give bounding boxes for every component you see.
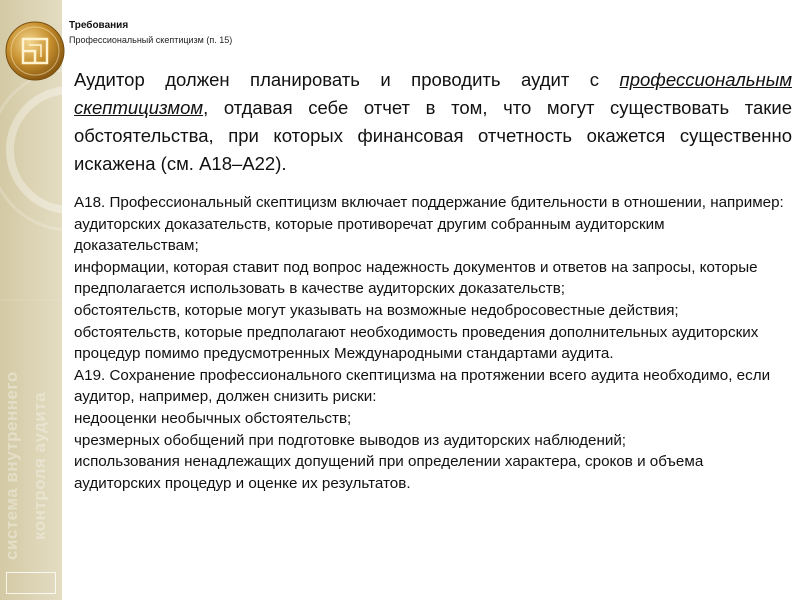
- lead-text-after: , отдавая себе отчет в том, что могут существовать такие обстоятельства, при которых финансовая отчетность окажется существенно искажена (см. A18–A22).: [74, 97, 792, 174]
- list-item: информации, которая ставит под вопрос надежность документов и ответов на запросы, которые предполагается использовать в качестве аудиторских доказательств;: [74, 258, 758, 298]
- company-logo-icon: [4, 20, 66, 82]
- header-subtitle: Профессиональный скептицизм (п. 15): [69, 35, 233, 45]
- paragraph-a18-intro: A18. Профессиональный скептицизм включает поддержание бдительности в отношении, например:: [74, 194, 784, 211]
- list-item: использования ненадлежащих допущений при определении характера, сроков и объема аудиторских процедур и оценке их результатов.: [74, 453, 704, 492]
- lead-paragraph: [74, 66, 792, 178]
- requirements-text: [74, 192, 790, 494]
- list-item: обстоятельств, которые предполагают необходимость проведения дополнительных аудиторских процедур помимо предусмотренных Международными стандартами аудита.: [74, 323, 759, 363]
- list-item: чрезмерных обобщений при подготовке выводов из аудиторских наблюдений;: [74, 431, 627, 449]
- sidebar-decoration: [0, 0, 62, 600]
- list-item: обстоятельств, которые могут указывать на возможные недобросовестные действия;: [74, 301, 679, 319]
- paragraph-a19-intro: A19. Сохранение профессионального скептицизма на протяжении всего аудита необходимо, если аудитор, например, должен снизить риски:: [74, 366, 771, 406]
- list-item: недооценки необычных обстоятельств;: [74, 409, 352, 427]
- list-item: аудиторских доказательств, которые противоречат другим собранным аудиторским доказательствам;: [74, 215, 665, 255]
- slide-header: [69, 19, 569, 46]
- sidebar-vertical-text-2: контроля аудита: [30, 391, 49, 540]
- lead-term: профессиональным скептицизмом: [74, 69, 792, 118]
- header-title: Требования: [69, 20, 129, 31]
- slide-number-box: [6, 572, 56, 594]
- sidebar-vertical-text: система внутреннего: [2, 371, 21, 560]
- lead-text-before: Аудитор должен планировать и проводить аудит с: [74, 69, 620, 90]
